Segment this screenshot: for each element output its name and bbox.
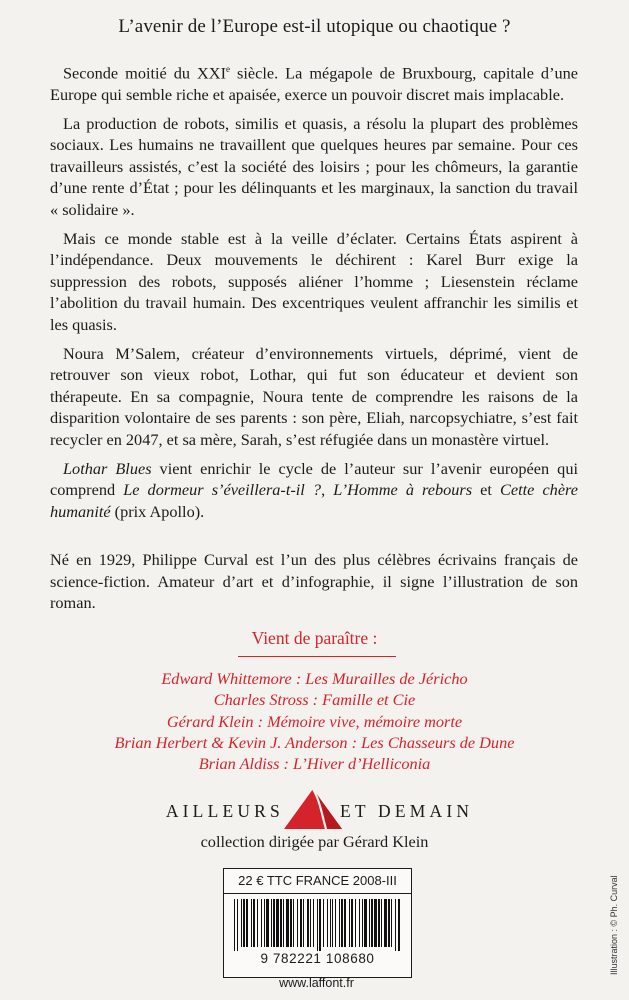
synopsis-paragraph-5 (50, 458, 578, 523)
ean-number: 9 782221 108680 (260, 951, 375, 966)
publisher-url[interactable]: www.laffont.fr (279, 976, 354, 990)
price-barcode-box (223, 868, 412, 978)
century-superscript: e (226, 64, 230, 74)
synopsis-text: (prix Apollo). (110, 501, 205, 521)
new-release-item: Brian Aldiss : L’Hiver d’Helliconia (198, 754, 431, 774)
ean-barcode-icon (230, 899, 405, 951)
synopsis-text: et (472, 480, 501, 500)
book-title: Le dormeur s’éveillera-t-il ? (123, 480, 322, 500)
synopsis-paragraph-1 (50, 59, 578, 106)
synopsis-text: siècle. La mégapole de Bruxbourg, capitale d’une Europe qui semble riche et apaisée, exerce un pouvoir discret mais implacable. (50, 63, 579, 105)
synopsis (50, 59, 578, 529)
collection-editor: collection dirigée par Gérard Klein (200, 832, 429, 851)
new-releases-heading: Vient de paraître : (251, 628, 378, 648)
author-bio: Né en 1929, Philippe Curval est l’un des plus célèbres écrivains français de science-fiction. Amateur d’art et d’infographie, il signe l’illustration de son roman. (50, 550, 578, 613)
book-title: Cette chère humanité (50, 480, 579, 521)
synopsis-paragraph-3: Mais ce monde stable est à la veille d’éclater. Certains États aspirent à l’indépendance. Deux mouvements le déchirent : Karel Burr exige la suppression des robots, supposés aliéner l’homme ; Liesenstein réclame l’abolition du travail humain. Des excentriques veulent affranchir les similis et les quasis. (50, 228, 578, 334)
divider (224, 893, 411, 894)
cover-tagline: L’avenir de l’Europe est-il utopique ou chaotique ? (118, 16, 511, 37)
red-triangle-logo-icon (282, 787, 344, 831)
heading-underline (238, 656, 396, 657)
synopsis-paragraph-4: Noura M’Salem, créateur d’environnements virtuels, déprimé, vient de retrouver son vieux robot, Lothar, qui fut son éducateur et devient son thérapeute. En sa compagnie, Noura tente de comprendre les raisons de la disparition volontaire de ses parents : son père, Eliah, narcopsychiatre, s’est fait recycler en 2047, et sa mère, Sarah, s’est réfugiée dans un monastère virtuel. (50, 343, 578, 449)
synopsis-text: , (321, 480, 334, 500)
new-release-item: Brian Herbert & Kevin J. Anderson : Les Chasseurs de Dune (114, 732, 515, 752)
book-title: Lothar Blues (63, 458, 152, 478)
series-name-left: AILLEURS (165, 801, 284, 821)
new-release-item: Gérard Klein : Mémoire vive, mémoire morte (166, 711, 463, 731)
synopsis-text: vient enrichir le cycle de l’auteur sur l’avenir européen qui comprend (50, 458, 578, 500)
price-label: 22 € TTC FRANCE 2008-III (238, 873, 397, 888)
series-imprint (0, 787, 629, 837)
series-name-right: ET DEMAIN (340, 801, 474, 821)
new-releases-list (0, 668, 629, 774)
new-release-item: Charles Stross : Famille et Cie (213, 690, 416, 710)
synopsis-paragraph-2: La production de robots, similis et quasis, a résolu la plupart des problèmes sociaux. Les humains ne travaillent que quelques heures par semaine. Pour ces travailleurs assistés, c’est la société des loisirs ; pour les chômeurs, la garantie d’une rente d’État ; pour les délinquants et les marginaux, la sanction du travail « solidaire ». (50, 113, 578, 219)
book-title: L’Homme à rebours (333, 480, 473, 500)
synopsis-text: Seconde moitié du XXI (63, 63, 226, 83)
illustration-credit: Illustration : © Ph. Curval (609, 875, 619, 975)
new-release-item: Edward Whittemore : Les Murailles de Jéricho (161, 669, 468, 688)
